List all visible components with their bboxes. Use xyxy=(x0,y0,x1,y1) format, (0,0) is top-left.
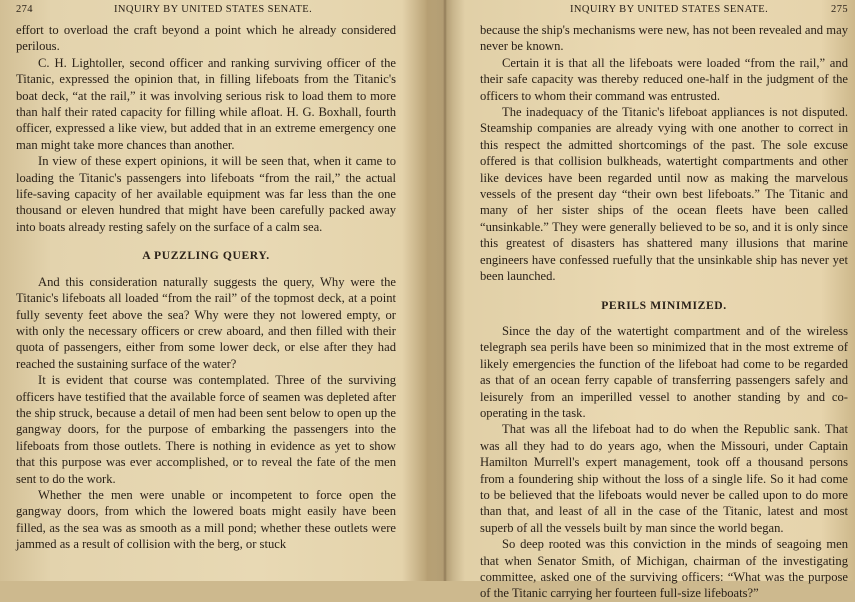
left-page xyxy=(16,0,396,581)
paragraph: That was all the lifeboat had to do when the Republic sank. That was all they had to do years ago, when the Missouri, under Captain Hamilton Murrell's expert management, took off a thousand persons from a foundering ship without the loss of a single life. So it had come to be believed that the lifeboats would never be called upon to do more than that, and least of all in the case of the Titanic, latest and most superb of all the vessels built by man since the world began. xyxy=(480,422,848,535)
left-running-head-title: INQUIRY BY UNITED STATES SENATE. xyxy=(114,4,313,15)
right-page-body xyxy=(480,22,848,602)
left-page-body xyxy=(16,22,396,553)
paragraph: It is evident that course was contemplated. Three of the surviving officers have testified that the available force of seamen was depleted after the ship struck, because a detail of men had been sent below to open up the gangway doors, for the purpose of embarking the passengers into the lifeboats from those outlets. There is nothing in evidence as yet to show that this purpose was ever accomplished, or to reveal the fate of the men sent to do the work. xyxy=(16,373,396,486)
paragraph: Since the day of the watertight compartment and of the wireless telegraph sea perils have been so minimized that in the most extreme of likely emergencies the function of the lifeboat had come to be regarded as that of an ocean ferry capable of transferring passengers safely and leisurely from an imperilled vessel to another standing by and co-operating in the task. xyxy=(480,323,848,420)
right-running-head-title: INQUIRY BY UNITED STATES SENATE. xyxy=(570,4,769,15)
paragraph: So deep rooted was this conviction in the minds of seagoing men that when Senator Smith, of Michigan, chairman of the investigating committee, asked one of the surviving officers: “What was the purpose of the Titanic carrying her fourteen full-size lifeboats?” xyxy=(480,537,848,601)
paragraph: because the ship's mechanisms were new, has not been revealed and may never be known. xyxy=(480,23,848,54)
paragraph: Whether the men were unable or incompetent to force open the gangway doors, from which the lowered boats might easily have been filled, as the sea was as smooth as a mill pond; whether these outlets were jammed as a result of collision with the berg, or stuck xyxy=(16,487,396,552)
paragraph: Certain it is that all the lifeboats were loaded “from the rail,” and their safe capacity was thereby reduced one-half in the judgment of the officers to whom their command was entrusted. xyxy=(480,55,848,103)
right-page-number: 275 xyxy=(831,4,848,15)
paragraph: The inadequacy of the Titanic's lifeboat appliances is not disputed. Steamship companies are already vying with one another to correct in this respect the admitted shortcomings of the past. The sole excuse offered is that collision bulkheads, watertight compartments and other like devices have been regarded until now as making the marvelous vessels of the present day “their own best lifeboats.” The Titanic and many of her sister ships of the ocean fleets have been called “unsinkable.” They were generally believed to be so, and it is only since this greatest of disasters has shattered many illusions that marine engineers have confessed ruefully that the unsinkable ship has never yet been launched. xyxy=(480,105,848,284)
left-page-number: 274 xyxy=(16,4,33,15)
paragraph: And this consideration naturally suggests the query, Why were the Titanic's lifeboats all loaded “from the rail” of the topmost deck, at a point fully seventy feet above the sea? Why were they not lowered empty, or with only the necessary officers or crew aboard, and then filled with their quota of passengers, either from some lower deck, or else after they had reached the sustaining surface of the water? xyxy=(16,274,396,371)
right-page xyxy=(480,0,848,601)
left-running-header xyxy=(16,4,396,22)
right-running-header xyxy=(480,4,848,22)
paragraph: C. H. Lightoller, second officer and ranking surviving officer of the Titanic, expressed the opinion that, in filling lifeboats from the Titanic's boat deck, “at the rail,” it was involving serious risk to load them to more than half their rated capacity for filling while afloat. H. G. Boxhall, fourth officer, expressed a like view, but added that in an extreme emergency one man might take more chances than another. xyxy=(16,55,396,152)
book-gutter xyxy=(425,0,465,581)
section-heading: PERILS MINIMIZED. xyxy=(601,298,727,312)
paragraph: effort to overload the craft beyond a point which he already considered perilous. xyxy=(16,23,396,54)
paragraph: In view of these expert opinions, it will be seen that, when it came to loading the Titanic's passengers into lifeboats “from the rail,” the actual life-saving capacity of her available equipment was far less than the one thousand or eleven hundred that might have been carefully packed away into boats already resting safely on the surface of a calm sea. xyxy=(16,154,396,234)
section-heading: A PUZZLING QUERY. xyxy=(142,249,270,263)
